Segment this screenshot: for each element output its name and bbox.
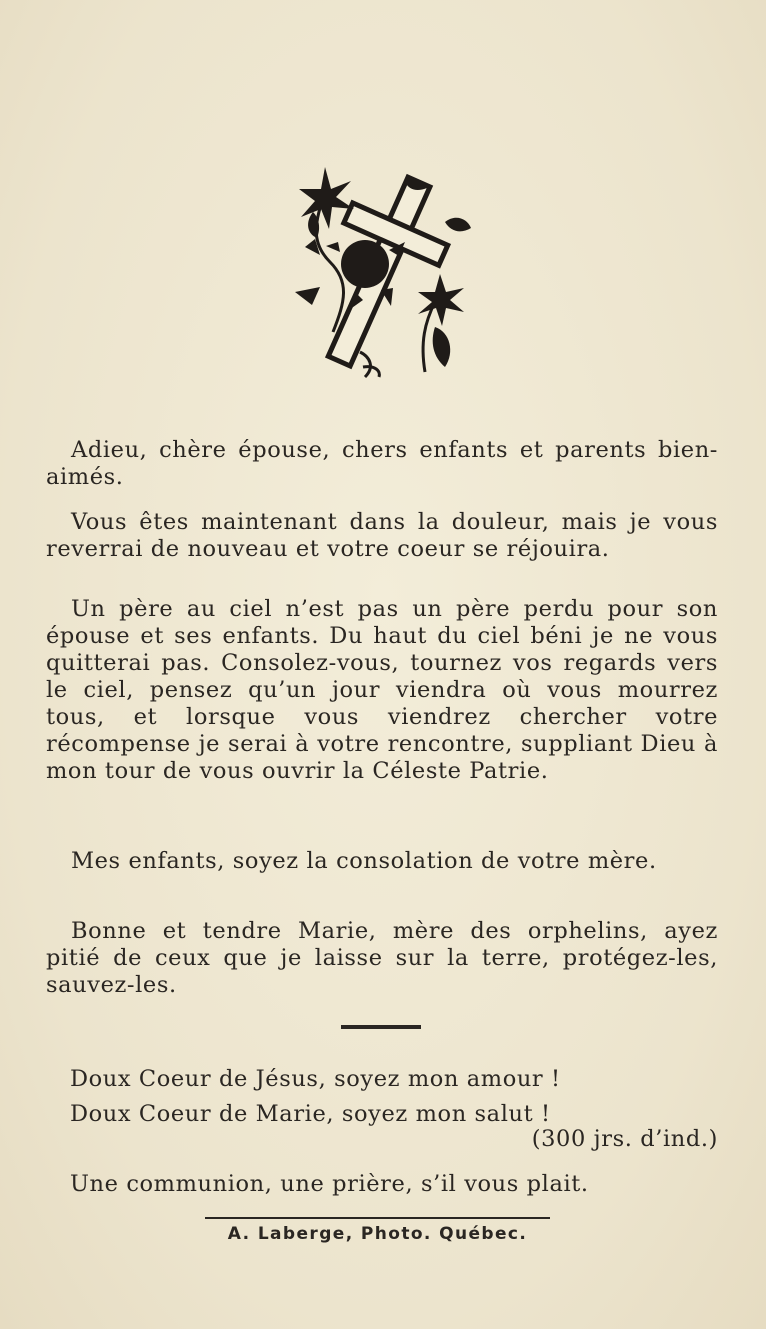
paragraph-text: Mes enfants, soyez la consolation de votre mère.: [71, 848, 657, 874]
invocation-marie: Doux Coeur de Marie, soyez mon salut !: [70, 1101, 551, 1127]
farewell-paragraph: [46, 437, 718, 491]
paragraph-text: Vous êtes maintenant dans la douleur, mais je vous reverrai de nouveau et votre coeur se réjouira.: [46, 509, 718, 562]
divider: [341, 1025, 421, 1029]
sorrow-paragraph: [46, 509, 718, 563]
cross-with-flowers-icon: [285, 152, 475, 392]
heaven-paragraph: [46, 596, 718, 785]
children-paragraph: [46, 848, 718, 875]
prayer-request: Une communion, une prière, s’il vous plait.: [70, 1171, 589, 1197]
paragraph-text: Adieu, chère épouse, chers enfants et parents bien-aimés.: [46, 437, 718, 490]
paragraph-text: Bonne et tendre Marie, mère des orphelins, ayez pitié de ceux que je laisse sur la terre, protégez-les, sauvez-les.: [46, 918, 718, 998]
paragraph-text: Un père au ciel n’est pas un père perdu pour son épouse et ses enfants. Du haut du ciel béni je ne vous quitterai pas. Consolez-vous, tournez vos regards vers le ciel, pensez qu’un jour viendra où vous mourrez tous, et lorsque vous viendrez chercher votre récompense je serai à votre rencontre, suppliant Dieu à mon tour de vous ouvrir la Céleste Patrie.: [46, 596, 718, 784]
prayer-paragraph: [46, 918, 718, 999]
photographer-rule: [205, 1217, 550, 1219]
invocation-jesus: Doux Coeur de Jésus, soyez mon amour !: [70, 1066, 561, 1092]
photographer-credit: A. Laberge, Photo. Québec.: [227, 1224, 528, 1244]
indulgence-note: (300 jrs. d’ind.): [531, 1126, 718, 1152]
